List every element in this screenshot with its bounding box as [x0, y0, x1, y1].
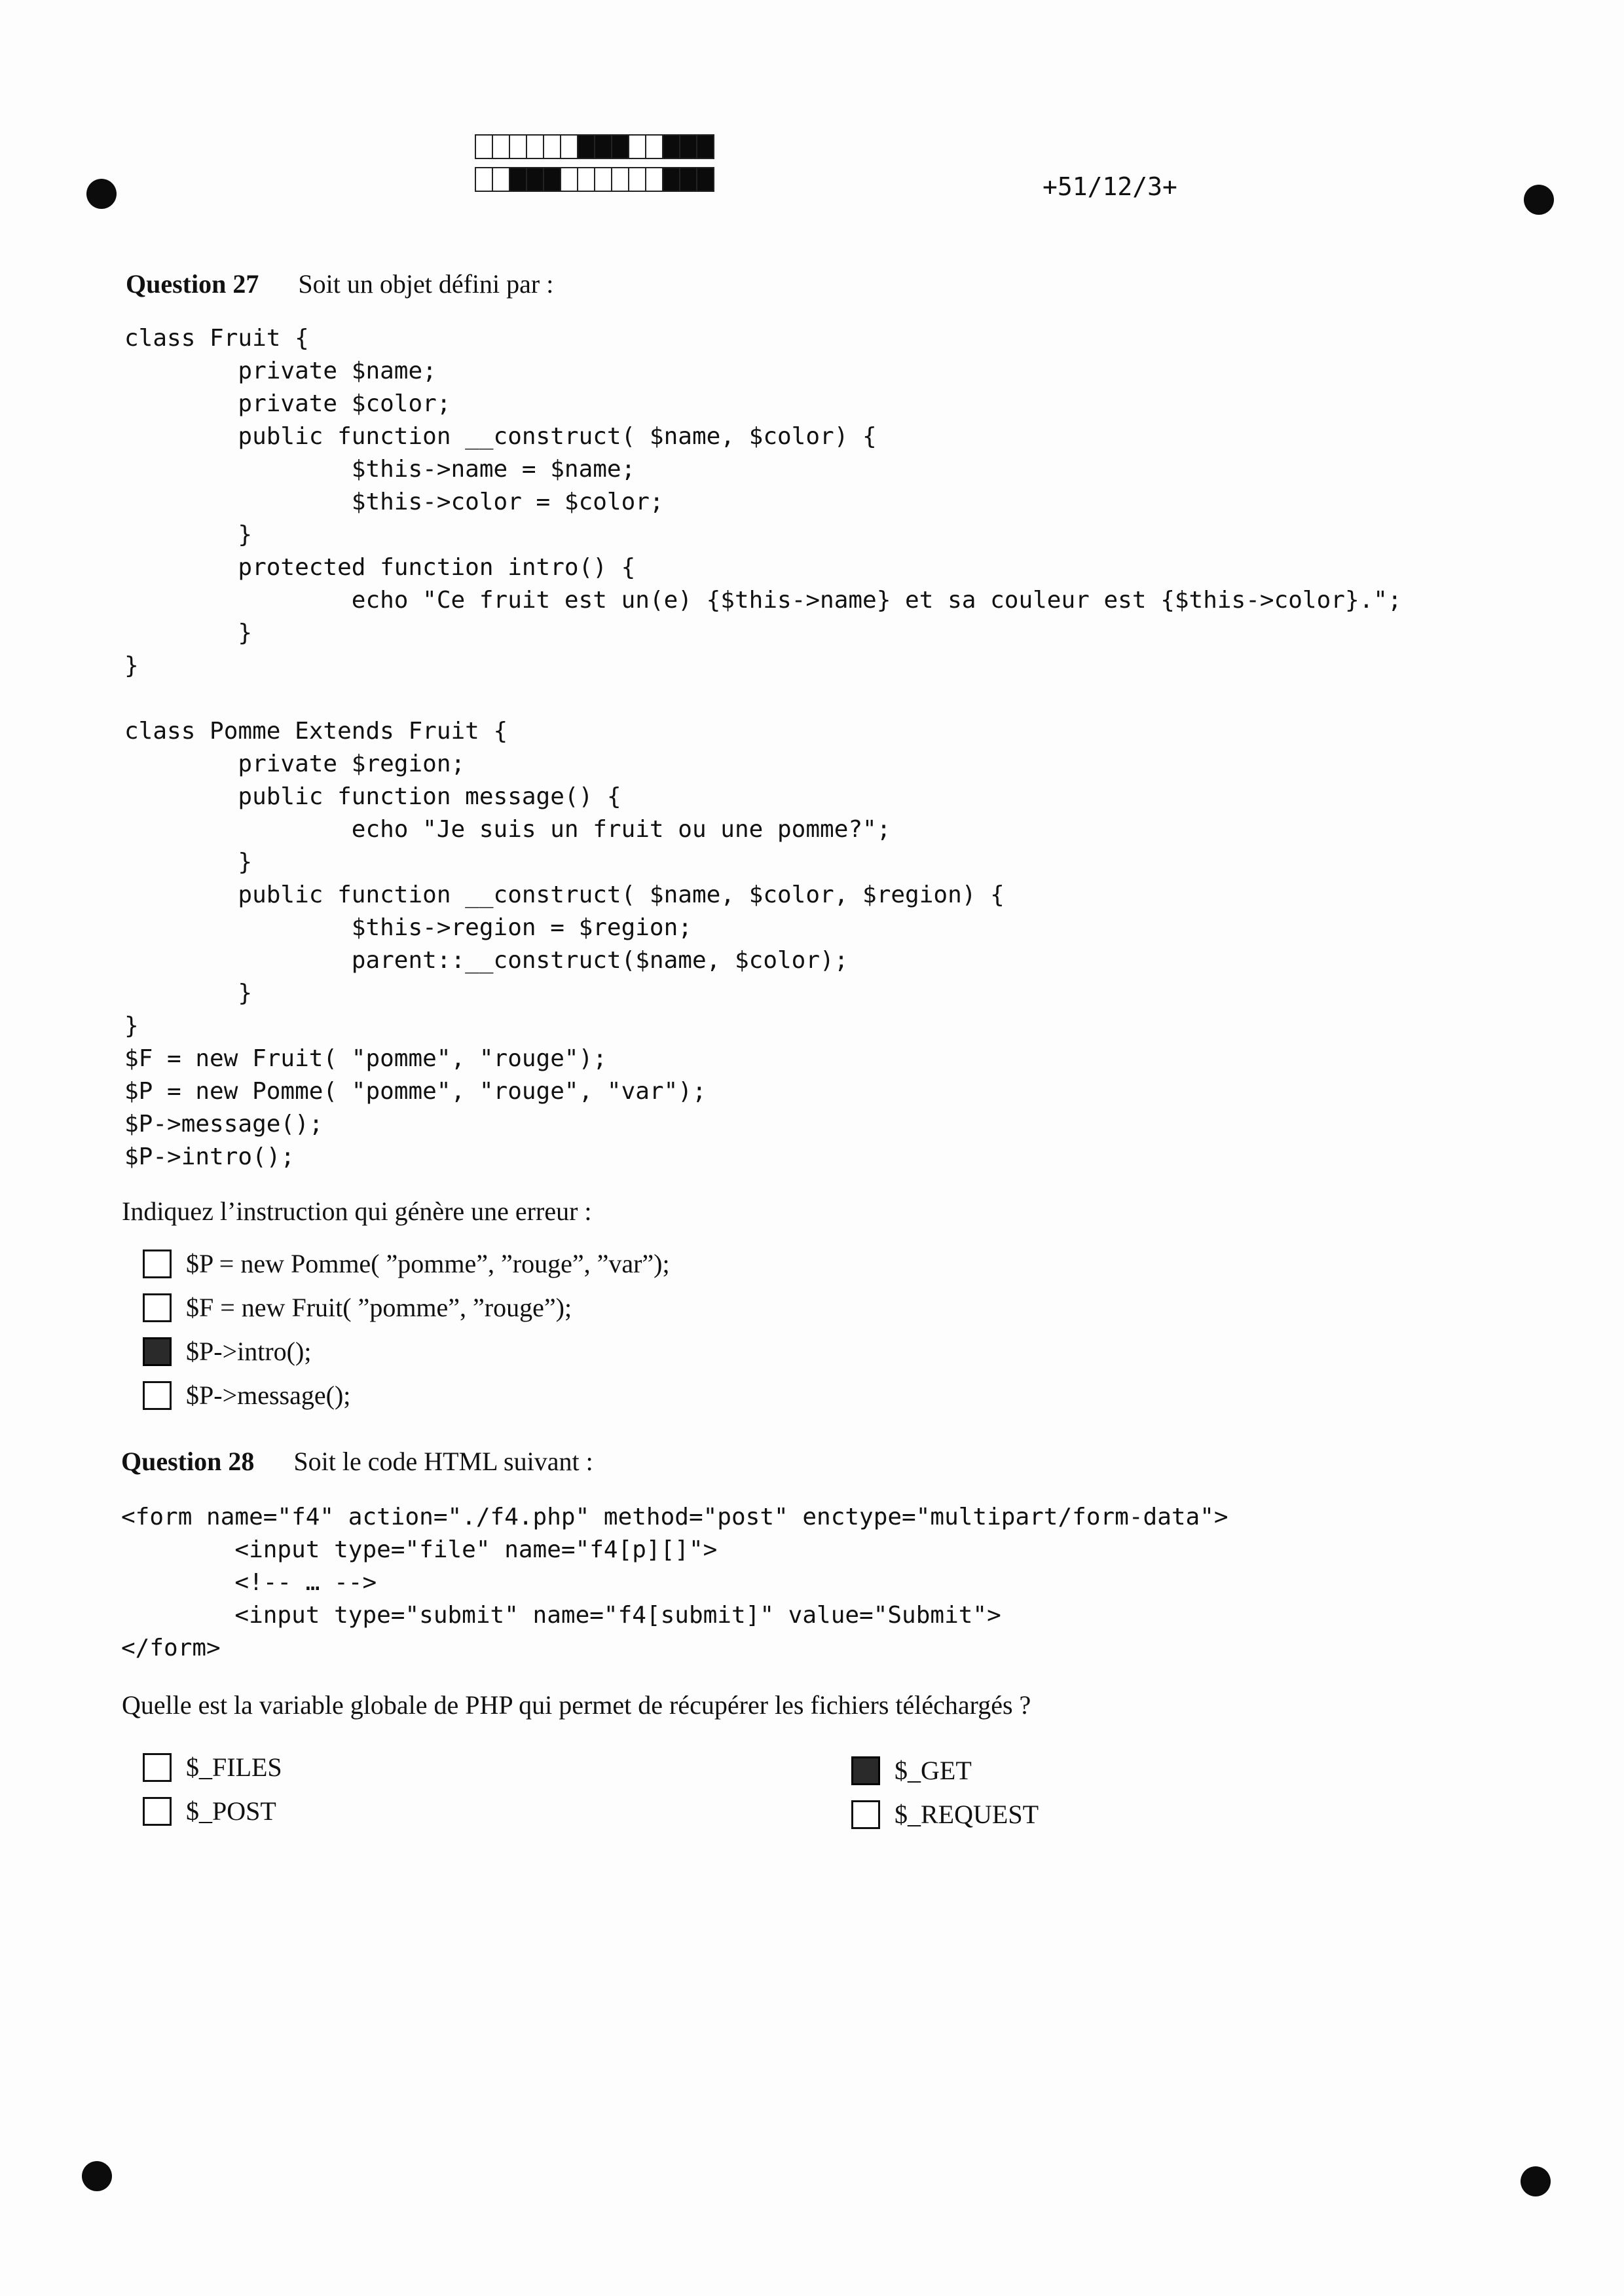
barcode-cell [628, 134, 646, 159]
checkbox[interactable] [143, 1753, 172, 1782]
question-27-code-block [124, 322, 1402, 1174]
code-line: <form name="f4" action="./f4.php" method="post" enctype="multipart/form-data"> [121, 1504, 1228, 1530]
barcode-cell [509, 167, 527, 192]
code-line: $P->message(); [124, 1111, 323, 1138]
option-label: $F = new Fruit( ”pomme”, ”rouge”); [186, 1293, 572, 1322]
barcode-cell [696, 134, 714, 159]
question-27-header [126, 268, 553, 299]
question-27-option-2[interactable] [143, 1292, 572, 1323]
code-line: <!-- … --> [121, 1569, 377, 1596]
code-line: class Fruit { [124, 325, 309, 352]
code-line: } [124, 652, 139, 679]
option-label: $P->intro(); [186, 1337, 312, 1366]
barcode-cell [475, 167, 493, 192]
barcode-cell [492, 167, 510, 192]
barcode-cell [543, 167, 561, 192]
question-27-option-4[interactable] [143, 1380, 350, 1411]
barcode-cell [543, 134, 561, 159]
barcode-cell [509, 134, 527, 159]
code-line: private $color; [124, 390, 451, 417]
barcode-cell [628, 167, 646, 192]
barcode-cell [679, 134, 697, 159]
page-identifier: +51/12/3+ [1043, 172, 1177, 201]
question-28-code-block [121, 1501, 1228, 1665]
question-28-header [121, 1446, 593, 1477]
registration-mark-bottom-left [82, 2161, 112, 2191]
barcode-cell [696, 167, 714, 192]
barcode-cell [662, 167, 680, 192]
barcode-cell [679, 167, 697, 192]
barcode-cell [645, 134, 663, 159]
question-27-number: Question 27 [126, 269, 259, 299]
code-line: public function __construct( $name, $color, $region) { [124, 881, 1005, 908]
checkbox[interactable] [851, 1800, 880, 1829]
barcode-cell [560, 134, 578, 159]
code-line: private $region; [124, 750, 466, 777]
code-line: private $name; [124, 358, 437, 384]
question-28-number: Question 28 [121, 1447, 255, 1476]
code-line: $P = new Pomme( "pomme", "rouge", "var"); [124, 1078, 707, 1105]
checkbox[interactable] [851, 1756, 880, 1785]
checkbox[interactable] [143, 1337, 172, 1366]
code-line [124, 682, 1402, 715]
code-line: } [124, 1012, 139, 1039]
code-line: parent::__construct($name, $color); [124, 947, 849, 974]
code-line: } [124, 980, 253, 1007]
barcode-cell [611, 134, 629, 159]
barcode-cell [645, 167, 663, 192]
option-label: $P = new Pomme( ”pomme”, ”rouge”, ”var”); [186, 1249, 670, 1278]
code-line: class Pomme Extends Fruit { [124, 718, 508, 745]
code-line: } [124, 849, 253, 876]
code-line: protected function intro() { [124, 554, 636, 581]
barcode-cell [611, 167, 629, 192]
code-line: $this->name = $name; [124, 456, 636, 483]
code-line: } [124, 521, 253, 548]
question-28-option-post[interactable] [143, 1796, 276, 1826]
question-27-option-1[interactable] [143, 1248, 670, 1279]
checkbox[interactable] [143, 1293, 172, 1322]
code-line: </form> [121, 1635, 221, 1661]
barcode-cell [526, 134, 544, 159]
barcode-cell [577, 167, 595, 192]
option-label: $_GET [895, 1756, 972, 1785]
checkbox[interactable] [143, 1250, 172, 1278]
question-27-option-3[interactable] [143, 1336, 311, 1367]
option-label: $_POST [186, 1796, 276, 1826]
checkbox[interactable] [143, 1381, 172, 1410]
registration-mark-top-left [86, 179, 117, 209]
checkbox[interactable] [143, 1797, 172, 1826]
barcode-cell [526, 167, 544, 192]
question-28-option-files[interactable] [143, 1752, 282, 1783]
code-line: $this->region = $region; [124, 914, 692, 941]
code-line: <input type="file" name="f4[p][]"> [121, 1536, 718, 1563]
option-label: $_FILES [186, 1752, 282, 1782]
code-line: <input type="submit" name="f4[submit]" value="Submit"> [121, 1602, 1001, 1629]
registration-mark-top-right [1524, 185, 1554, 215]
question-27-prompt: Indiquez l’instruction qui génère une erreur : [122, 1196, 592, 1226]
barcode-cell [594, 134, 612, 159]
barcode-cell [560, 167, 578, 192]
barcode-row-1 [475, 134, 713, 159]
code-line: public function __construct( $name, $color) { [124, 423, 877, 450]
code-line: } [124, 620, 253, 646]
option-label: $_REQUEST [895, 1800, 1039, 1829]
code-line: $F = new Fruit( "pomme", "rouge"); [124, 1045, 607, 1072]
question-28-option-request[interactable] [851, 1799, 1039, 1830]
question-28-intro: Soit le code HTML suivant : [293, 1447, 593, 1476]
barcode-cell [594, 167, 612, 192]
barcode-cell [662, 134, 680, 159]
barcode-cell [475, 134, 493, 159]
question-28-prompt: Quelle est la variable globale de PHP qui permet de récupérer les fichiers téléchargés ? [122, 1690, 1031, 1720]
code-line: echo "Ce fruit est un(e) {$this->name} et sa couleur est {$this->color}."; [124, 587, 1402, 614]
code-line: $this->color = $color; [124, 489, 664, 515]
question-28-option-get[interactable] [851, 1755, 972, 1786]
code-line: public function message() { [124, 783, 621, 810]
option-label: $P->message(); [186, 1380, 351, 1410]
barcode-cell [492, 134, 510, 159]
registration-mark-bottom-right [1521, 2166, 1551, 2196]
code-line: $P->intro(); [124, 1143, 295, 1170]
question-27-intro: Soit un objet défini par : [298, 269, 554, 299]
barcode-row-2 [475, 167, 713, 192]
code-line: echo "Je suis un fruit ou une pomme?"; [124, 816, 891, 843]
barcode-cell [577, 134, 595, 159]
